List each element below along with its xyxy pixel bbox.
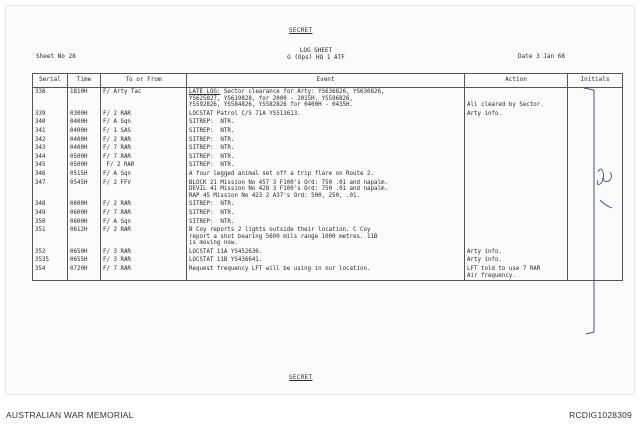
cell-action: LFT told to use 7 RAR Air frequency. (465, 265, 568, 281)
cell-serial: 341 (33, 127, 68, 136)
date-label: Date (518, 53, 533, 60)
cell-time: 0400H (68, 118, 101, 127)
cell-event: SITREP: NTR. (187, 118, 465, 127)
cell-serial: 342 (33, 136, 68, 145)
cell-event: LATE LOG: Sector clearance for Arty: YS636826, YS630826, YS625827, YS619828, for 2000 - 2015H. YS596826, YS592826, YS584826, YS582826 for 0400H - 0435H. (187, 88, 465, 110)
title-line-2: G (Ops) HQ 1 ATF (287, 54, 345, 61)
cell-time: 0545H (68, 179, 101, 201)
cell-event: LOCSTAT 11B YS436641. (187, 256, 465, 265)
handwritten-initials-mark (576, 82, 626, 342)
cell-action (465, 136, 568, 145)
cell-action (465, 127, 568, 136)
cell-from: F/ 2 RAR (101, 200, 187, 209)
cell-serial: 346 (33, 170, 68, 179)
cell-action (465, 179, 568, 201)
cell-event: SITREP: NTR. (187, 136, 465, 145)
sheet-title (276, 47, 356, 61)
table-row (33, 110, 623, 119)
cell-from: F/ 7 RAR (101, 144, 187, 153)
table-row (33, 226, 623, 248)
cell-time: 0655H (68, 256, 101, 265)
cell-time: 0400H (68, 136, 101, 145)
cell-event: LOCSTAT Patrol C/S 71A YS513613. (187, 110, 465, 119)
sheet-date (518, 53, 565, 60)
cell-serial: 3535 (33, 256, 68, 265)
cell-action (465, 170, 568, 179)
cell-from: F/ 3 RAR (101, 248, 187, 257)
cell-from: F/ 2 RAR (101, 226, 187, 248)
table-row (33, 127, 623, 136)
cell-event: B Coy reports 2 lights outside their location. C Coy report a shot bearing 5600 mils range 1000 metres. 11B is moving now. (187, 226, 465, 248)
cell-from: F/ Arty Tac (101, 88, 187, 110)
table-row (33, 161, 623, 170)
table-row (33, 153, 623, 162)
cell-serial: 352 (33, 248, 68, 257)
cell-serial: 351 (33, 226, 68, 248)
col-time: Time (68, 74, 101, 88)
table-row (33, 88, 623, 110)
table-row (33, 218, 623, 227)
cell-action (465, 218, 568, 227)
cell-event: SITREP: NTR. (187, 127, 465, 136)
table-header-row (33, 74, 623, 88)
col-event: Event (187, 74, 465, 88)
cell-action (465, 161, 568, 170)
cell-from: F/ 7 RAR (101, 153, 187, 162)
cell-action (465, 200, 568, 209)
cell-serial: 354 (33, 265, 68, 281)
cell-action: Arty info. (465, 256, 568, 265)
cell-time: 0500H (68, 161, 101, 170)
cell-action: Arty info. (465, 110, 568, 119)
table-row (33, 179, 623, 201)
cell-time: 0600H (68, 209, 101, 218)
cell-time: 0515H (68, 170, 101, 179)
cell-time: 0720H (68, 265, 101, 281)
table-row (33, 144, 623, 153)
log-sheet-page (6, 6, 634, 394)
cell-action: All cleared by Sector. (465, 88, 568, 110)
cell-serial: 340 (33, 118, 68, 127)
cell-serial: 348 (33, 200, 68, 209)
cell-time: 0500H (68, 153, 101, 162)
log-table (32, 73, 623, 281)
cell-event: BLOCK 21 Mission No 457 3 F100's Ord: 750 .01 and napalm. DEVIL 41 Mission No 428 3 F100's Ord: 750 .01 and napalm. RAP 45 Mission No 423 2 A37's Ord: 500, 250, .01. (187, 179, 465, 201)
cell-event: SITREP: NTR. (187, 153, 465, 162)
cell-serial: 338 (33, 88, 68, 110)
cell-from: F/ 2 RAR (101, 161, 187, 170)
cell-event: Request frequency LFT will be using in our location. (187, 265, 465, 281)
cell-time: 0300H (68, 110, 101, 119)
cell-from: F/ A Sqn (101, 170, 187, 179)
cell-serial: 344 (33, 153, 68, 162)
cell-time: 0400H (68, 127, 101, 136)
cell-event: A four legged animal set off a trip flare on Route 2. (187, 170, 465, 179)
cell-time: 0612H (68, 226, 101, 248)
footer-archive-name: AUSTRALIAN WAR MEMORIAL (6, 410, 134, 420)
table-row (33, 248, 623, 257)
sheet-label: Sheet No (36, 53, 65, 60)
cell-from: F/ A Sqn (101, 118, 187, 127)
cell-from: F/ 1 SAS (101, 127, 187, 136)
cell-from: F/ 7 RAR (101, 265, 187, 281)
cell-serial: 349 (33, 209, 68, 218)
cell-from: F/ 2 FFV (101, 179, 187, 201)
cell-event: SITREP: NTR. (187, 209, 465, 218)
cell-action (465, 226, 568, 248)
cell-time: 0650H (68, 248, 101, 257)
cell-event: SITREP: NTR. (187, 218, 465, 227)
cell-event: LOCSTAT 11A YS452636. (187, 248, 465, 257)
cell-action (465, 118, 568, 127)
classification-top: SECRET (289, 27, 313, 34)
table-row (33, 265, 623, 281)
cell-time: 1810H (68, 88, 101, 110)
cell-serial: 350 (33, 218, 68, 227)
cell-serial: 347 (33, 179, 68, 201)
cell-action (465, 209, 568, 218)
title-line-1: LOG SHEET (299, 47, 333, 54)
sheet-number-value: 28 (68, 53, 76, 60)
footer-record-id: RCDIG1028309 (569, 410, 632, 420)
cell-serial: 343 (33, 144, 68, 153)
date-value: 3 Jan 68 (536, 53, 565, 60)
cell-time: 0600H (68, 218, 101, 227)
cell-serial: 345 (33, 161, 68, 170)
cell-event: SITREP: NTR. (187, 144, 465, 153)
cell-action (465, 153, 568, 162)
log-body (33, 88, 623, 281)
classification-bottom: SECRET (289, 374, 313, 381)
cell-from: F/ A Sqn (101, 218, 187, 227)
col-action: Action (465, 74, 568, 88)
table-row (33, 209, 623, 218)
table-row (33, 200, 623, 209)
table-row (33, 118, 623, 127)
cell-time: 0400H (68, 144, 101, 153)
cell-event: SITREP: NTR. (187, 161, 465, 170)
table-row (33, 136, 623, 145)
cell-serial: 339 (33, 110, 68, 119)
cell-action (465, 144, 568, 153)
cell-from: F/ 3 RAR (101, 256, 187, 265)
cell-from: F/ 2 RAR (101, 136, 187, 145)
cell-time: 0600H (68, 200, 101, 209)
cell-action: Arty info. (465, 248, 568, 257)
cell-event: SITREP: NTR. (187, 200, 465, 209)
table-row (33, 256, 623, 265)
cell-from: F/ 2 RAR (101, 110, 187, 119)
col-serial: Serial (33, 74, 68, 88)
col-to-or-from: To or From (101, 74, 187, 88)
table-row (33, 170, 623, 179)
cell-from: F/ 7 RAR (101, 209, 187, 218)
col-initials: Initials (568, 74, 623, 88)
sheet-number (36, 53, 76, 60)
